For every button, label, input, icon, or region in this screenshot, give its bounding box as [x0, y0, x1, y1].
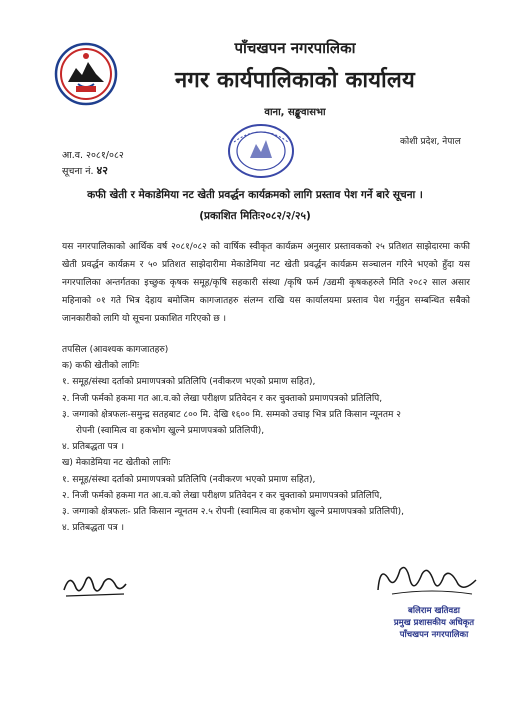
documents-list	[62, 342, 472, 536]
list-item: २. निजी फर्मको हकमा गत आ.व.को लेखा परीक्षण प्रतिवेदन र कर चुक्ताको प्रमाणपत्रको प्रतिलिपि,	[62, 490, 383, 501]
list-item: रोपनी (स्वामित्व वा हकभोग खुल्ने प्रमाणपत्रको प्रतिलिपी),	[76, 425, 265, 436]
notice-number-line	[62, 163, 108, 178]
list-item: १. समूह/संस्था दर्ताको प्रमाणपत्रको प्रतिलिपि (नवीकरण भएको प्रमाण सहित),	[62, 377, 316, 388]
notice-number: ४२	[96, 164, 108, 177]
notice-title: कफी खेती र मेकाडेमिया नट खेती प्रवर्द्धन कार्यक्रमको लागि प्रस्ताव पेश गर्ने बारे सूचना ।	[87, 189, 423, 201]
office-seal-icon	[226, 122, 296, 180]
office-name: नगर कार्यपालिकाको कार्यालय	[175, 68, 415, 93]
fiscal-year: आ.व. २०८१/०८२	[62, 150, 124, 161]
documents-heading: तपसिल (आवश्यक कागजातहरु)	[62, 345, 169, 355]
list-item: २. निजी फर्मको हकमा गत आ.व.को लेखा परीक्षण प्रतिवेदन र कर चुक्ताको प्रमाणपत्रको प्रतिलिपि,	[62, 393, 383, 404]
list-item: ३. जग्गाको क्षेत्रफलः- प्रति किसान न्यूनतम २.५ रोपनी (स्वामित्व वा हकभोग खुल्ने प्रमाणपत्रको प्रतिलिपी),	[62, 506, 404, 517]
notice-body-paragraph: यस नगरपालिकाको आर्थिक वर्ष २०८१/०८२ को वार्षिक स्वीकृत कार्यक्रम अनुसार प्रस्तावकको २५ प्रतिशत साझेदारमा कफी खेती प्रवर्द्धन कार्यक्रम र ५० प्रतिशत साझेदारीमा मेकाडेमिया नट खेती प्रवर्द्धन कार्यक्रम सञ्चालन गरिने भएको हुँदा यस नगरपालिका अन्तर्गतका इच्छुक कृषक समूह/कृषि सहकारी संस्था /कृषि फर्म /उद्यमी कृषकहरुले मिति २०८२ साल असार महिनाको ०१ गते भित्र देहाय बमोजिम कागजातहरु संलग्न राखि यस कार्यालयमा प्रस्ताव पेश गर्नुहुन सम्बन्धित सबैको जानकारीको लागि यो सूचना प्रकाशित गरिएको छ ।	[62, 242, 470, 324]
signature-officer-icon	[372, 560, 482, 600]
officer-office: पाँचखपन नगरपालिका	[399, 630, 469, 640]
officer-designation: प्रमुख प्रशासकीय अधिकृत	[393, 618, 475, 628]
notice-number-label: सूचना नं.	[62, 166, 94, 177]
office-address: वाना, सङ्खुवासभा	[264, 107, 326, 118]
signature-left-icon	[60, 566, 130, 602]
list-item: ४. प्रतिबद्धता पत्र ।	[62, 442, 124, 453]
list-item: ३. जग्गाको क्षेत्रफलः-समुन्द्र सतहबाट ८०० मि. देखि १६०० मि. सम्मको उचाइ भित्र प्रति किसान न्यूनतम २	[62, 409, 401, 420]
list-item: १. समूह/संस्था दर्ताको प्रमाणपत्रको प्रतिलिपि (नवीकरण भएको प्रमाण सहित),	[62, 474, 316, 485]
municipality-name: पाँचखपन नगरपालिका	[234, 39, 356, 57]
publication-date: (प्रकाशित मितिः२०८२/२/२५)	[199, 210, 311, 222]
province-label: कोशी प्रदेश, नेपाल	[400, 137, 461, 147]
nepal-emblem-icon	[54, 42, 118, 106]
coffee-section-label: क) कफी खेतीको लागिः	[62, 361, 139, 372]
list-item: ४. प्रतिबद्धता पत्र ।	[62, 523, 124, 534]
officer-name: बलिराम खतिवडा	[407, 606, 460, 616]
macadamia-section-label: ख) मेकाडेमिया नट खेतीको लागिः	[62, 458, 171, 469]
